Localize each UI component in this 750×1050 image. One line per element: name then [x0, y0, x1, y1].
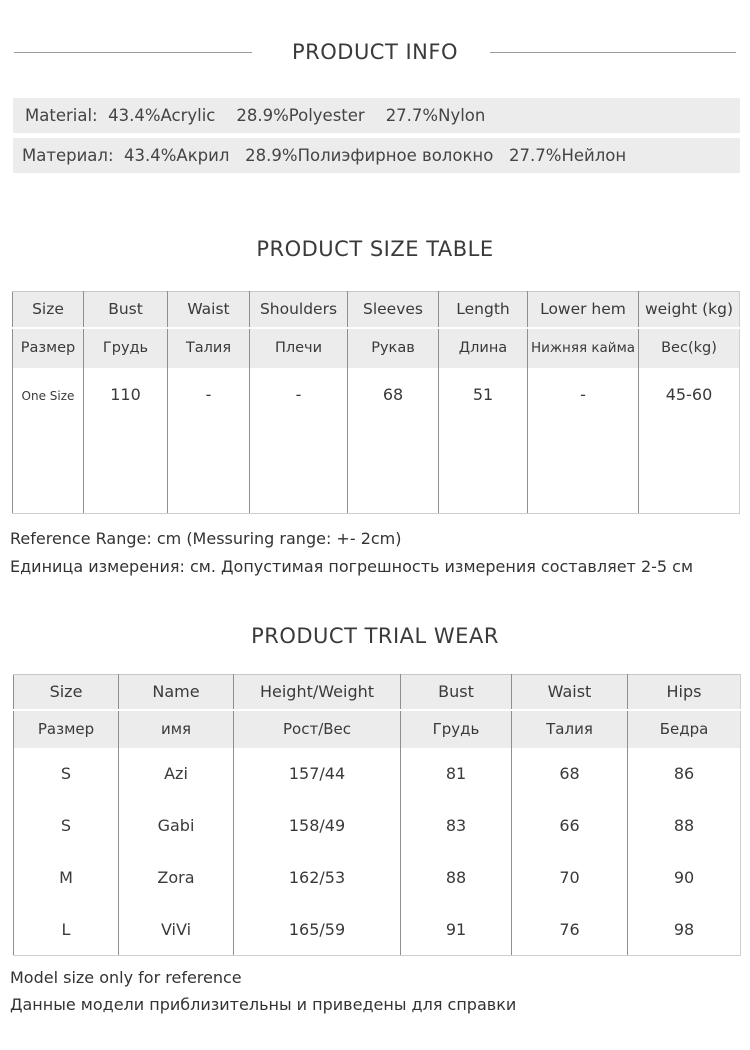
material-ru: Материал: 43.4%Акрил 28.9%Полиэфирное волокно 27.7%Нейлон	[13, 138, 740, 173]
header-cell: Name	[119, 675, 234, 710]
table-cell: -	[250, 368, 348, 514]
size-table-title: PRODUCT SIZE TABLE	[256, 237, 494, 261]
trial-note-en: Model size only for reference	[10, 968, 242, 987]
table-cell: 162/53	[234, 852, 401, 904]
header-cell: Плечи	[250, 328, 348, 368]
table-cell: 81	[401, 748, 512, 800]
header-cell: Талия	[168, 328, 250, 368]
table-cell: 110	[84, 368, 168, 514]
size-table	[12, 291, 740, 514]
header-cell: Bust	[84, 292, 168, 328]
header-cell: Bust	[401, 675, 512, 710]
header-cell: Рост/Вес	[234, 710, 401, 748]
table-cell: 45-60	[639, 368, 740, 514]
header-cell: Length	[439, 292, 528, 328]
header-cell: Рукав	[348, 328, 439, 368]
size-note-en: Reference Range: cm (Messuring range: +- 2cm)	[10, 529, 402, 548]
table-cell: 90	[628, 852, 741, 904]
table-cell: Azi	[119, 748, 234, 800]
product-info-header	[0, 36, 750, 70]
table-row	[14, 800, 741, 852]
header-cell: Waist	[168, 292, 250, 328]
table-row	[14, 904, 741, 956]
table-cell: 68	[348, 368, 439, 514]
trial-table-header-en	[14, 675, 741, 710]
table-cell: 68	[512, 748, 628, 800]
header-cell: Размер	[14, 710, 119, 748]
header-cell: Нижняя кайма	[528, 328, 639, 368]
header-cell: Талия	[512, 710, 628, 748]
header-cell: Размер	[13, 328, 84, 368]
table-row	[14, 748, 741, 800]
table-cell: M	[14, 852, 119, 904]
header-cell: Hips	[628, 675, 741, 710]
trial-wear-title: PRODUCT TRIAL WEAR	[251, 624, 499, 648]
table-cell: 76	[512, 904, 628, 956]
table-cell: Gabi	[119, 800, 234, 852]
header-cell: Бедра	[628, 710, 741, 748]
size-table-header-en	[13, 292, 740, 328]
table-cell: S	[14, 748, 119, 800]
table-row	[14, 852, 741, 904]
header-cell: Грудь	[401, 710, 512, 748]
header-cell: Waist	[512, 675, 628, 710]
header-cell: имя	[119, 710, 234, 748]
header-cell: Height/Weight	[234, 675, 401, 710]
trial-note-ru: Данные модели приблизительны и приведены для справки	[10, 995, 517, 1014]
table-cell: 88	[401, 852, 512, 904]
header-cell: Длина	[439, 328, 528, 368]
table-cell: ViVi	[119, 904, 234, 956]
product-info-title: PRODUCT INFO	[291, 40, 458, 64]
table-cell: S	[14, 800, 119, 852]
table-cell: One Size	[13, 368, 84, 514]
table-cell: 70	[512, 852, 628, 904]
table-cell: 83	[401, 800, 512, 852]
table-cell: 98	[628, 904, 741, 956]
table-cell: 51	[439, 368, 528, 514]
table-cell: 66	[512, 800, 628, 852]
trial-wear-table	[13, 674, 741, 956]
size-table-header-ru	[13, 328, 740, 368]
header-cell: Shoulders	[250, 292, 348, 328]
material-en: Material: 43.4%Acrylic 28.9%Polyester 27.7%Nylon	[13, 98, 740, 133]
table-cell: -	[528, 368, 639, 514]
size-note-ru: Единица измерения: см. Допустимая погрешность измерения составляет 2-5 см	[10, 557, 694, 576]
table-cell: -	[168, 368, 250, 514]
header-cell: weight (kg)	[639, 292, 740, 328]
header-cell: Lower hem	[528, 292, 639, 328]
table-cell: 158/49	[234, 800, 401, 852]
header-cell: Size	[13, 292, 84, 328]
divider-right	[490, 52, 736, 53]
header-cell: Size	[14, 675, 119, 710]
table-row	[13, 368, 740, 514]
header-cell: Вес(kg)	[639, 328, 740, 368]
header-cell: Грудь	[84, 328, 168, 368]
table-cell: Zora	[119, 852, 234, 904]
header-cell: Sleeves	[348, 292, 439, 328]
table-cell: 91	[401, 904, 512, 956]
trial-table-header-ru	[14, 710, 741, 748]
table-cell: L	[14, 904, 119, 956]
table-cell: 88	[628, 800, 741, 852]
table-cell: 165/59	[234, 904, 401, 956]
table-cell: 86	[628, 748, 741, 800]
table-cell: 157/44	[234, 748, 401, 800]
